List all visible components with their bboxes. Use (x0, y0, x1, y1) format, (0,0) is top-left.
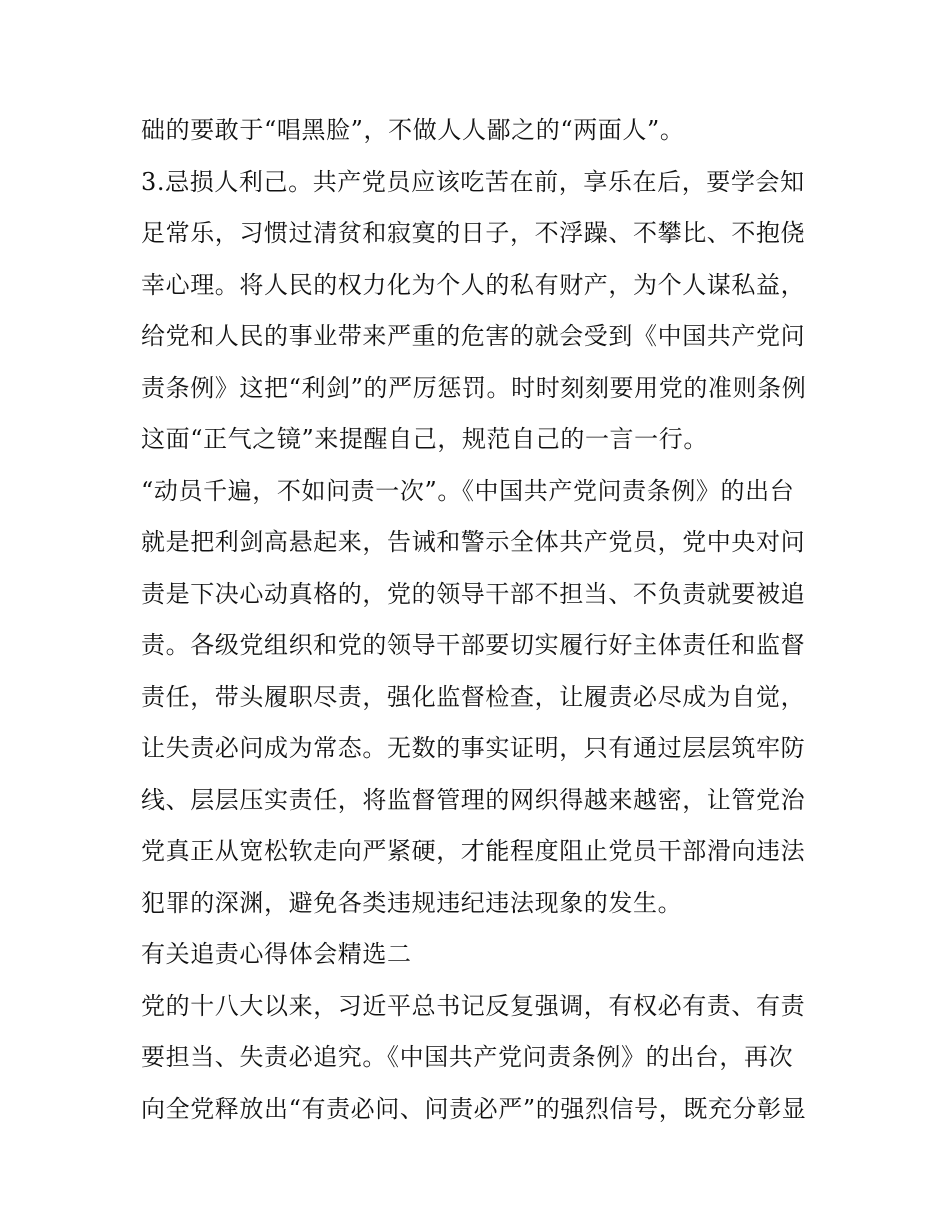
text-line: 犯罪的深渊，避免各类违规违纪违法现象的发生。 (141, 888, 683, 917)
text-line: 责是下决心动真格的，党的领导干部不担当、不负责就要被追 (141, 579, 806, 608)
text-line: 3.忌损人利己。共产党员应该吃苦在前，享乐在后，要学会知 (141, 167, 805, 196)
text-line: 就是把利剑高悬起来，告诫和警示全体共产党员，党中央对问 (141, 528, 806, 556)
text-line: 责条例》这把“利剑”的严厉惩罚。时时刻刻要用党的准则条例 (141, 373, 807, 402)
text-line: 党的十八大以来，习近平总书记反复强调，有权必有责、有责 (141, 991, 806, 1020)
text-line: 幸心理。将人民的权力化为个人的私有财产，为个人谋私益， (141, 270, 806, 299)
text-line: 党真正从宽松软走向严紧硬，才能程度阻止党员干部滑向违法 (141, 837, 806, 865)
text-line: 线、层层压实责任，将监督管理的网织得越来越密，让管党治 (141, 785, 806, 814)
text-line: 要担当、失责必追究。《中国共产党问责条例》的出台，再次 (141, 1043, 794, 1071)
section-heading: 有关追责心得体会精选二 (141, 940, 412, 968)
text-line: 向全党释放出“有责必问、问责必严”的强烈信号，既充分彰显 (141, 1094, 807, 1123)
text-line: 足常乐，习惯过清贫和寂寞的日子，不浮躁、不攀比、不抱侥 (141, 219, 806, 247)
document-body (141, 112, 821, 1142)
text-line: 让失责必问成为常态。无数的事实证明，只有通过层层筑牢防 (141, 734, 806, 762)
text-line: “动员千遍，不如问责一次”。《中国共产党问责条例》的出台 (141, 476, 795, 505)
text-line: 这面“正气之镜”来提醒自己，规范自己的一言一行。 (141, 425, 708, 453)
text-line: 责。各级党组织和党的领导干部要切实履行好主体责任和监督 (141, 631, 806, 659)
text-line: 础的要敢于“唱黑脸”，不做人人鄙之的“两面人”。 (141, 116, 685, 144)
text-line: 责任，带头履职尽责，强化监督检查，让履责必尽成为自觉， (141, 682, 806, 711)
text-line: 给党和人民的事业带来严重的危害的就会受到《中国共产党问 (141, 322, 806, 350)
